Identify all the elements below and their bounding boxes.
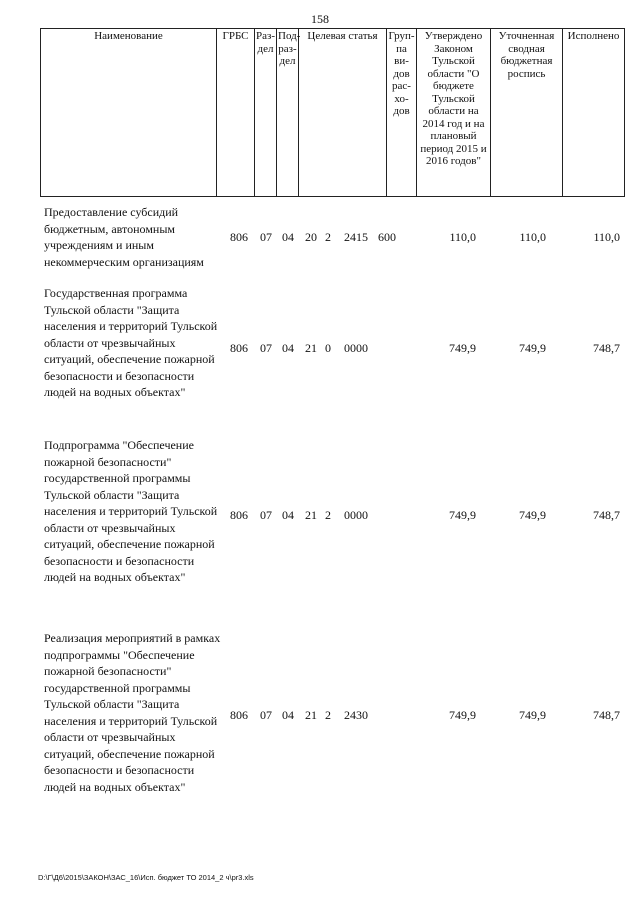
col-header-grbs: ГРБС xyxy=(217,29,255,197)
row-approved: 749,9 xyxy=(449,341,476,355)
row-target-2: 2 xyxy=(325,708,331,722)
col-header-group: Груп-па ви-дов рас-хо-дов xyxy=(387,29,417,197)
row-group: 600 xyxy=(378,230,396,244)
row-target-1: 20 xyxy=(305,230,317,244)
row-target-2: 2 xyxy=(325,230,331,244)
row-target-2: 2 xyxy=(325,508,331,522)
row-target-2: 0 xyxy=(325,341,331,355)
row-approved: 749,9 xyxy=(449,508,476,522)
row-target-3: 0000 xyxy=(344,508,368,522)
row-target-1: 21 xyxy=(305,708,317,722)
row-grbs: 806 xyxy=(230,708,248,722)
row-target-3: 0000 xyxy=(344,341,368,355)
row-podrazdel: 04 xyxy=(282,708,294,722)
col-header-target: Целевая статья xyxy=(299,29,387,197)
col-header-approved: Утверждено Законом Тульской области "О бюджете Тульской области на 2014 год и на плановый период 2015 и 2016 годов" xyxy=(417,29,491,197)
row-refined: 749,9 xyxy=(519,508,546,522)
col-header-refined: Уточненная сводная бюджетная роспись xyxy=(491,29,563,197)
row-target-1: 21 xyxy=(305,341,317,355)
page-number: 158 xyxy=(311,12,329,26)
table-header xyxy=(40,28,625,197)
row-grbs: 806 xyxy=(230,230,248,244)
row-podrazdel: 04 xyxy=(282,508,294,522)
row-name: Подпрограмма "Обеспечение пожарной безопасности" государственной программы Тульской области "Защита населения и территорий Тульской области от чрезвычайных ситуаций, обеспечение пожарной безопасности и безопасности людей на водных объектах" xyxy=(44,438,218,584)
row-name: Реализация мероприятий в рамках подпрограммы "Обеспечение пожарной безопасности" государственной программы Тульской области "Защита населения и территорий Тульской области от чрезвычайных ситуаций, обеспечение пожарной безопасности и безопасности людей на водных объектах" xyxy=(44,631,221,794)
col-header-razdel: Раз-дел xyxy=(255,29,277,197)
row-podrazdel: 04 xyxy=(282,341,294,355)
row-target-3: 2415 xyxy=(344,230,368,244)
row-grbs: 806 xyxy=(230,341,248,355)
row-executed: 748,7 xyxy=(593,341,620,355)
table-row xyxy=(44,285,624,405)
col-header-podrazdel: Под-раз-дел xyxy=(277,29,299,197)
row-razdel: 07 xyxy=(260,230,272,244)
row-executed: 748,7 xyxy=(593,708,620,722)
row-executed: 110,0 xyxy=(593,230,620,244)
row-refined: 110,0 xyxy=(519,230,546,244)
row-approved: 110,0 xyxy=(449,230,476,244)
row-razdel: 07 xyxy=(260,708,272,722)
row-target-3: 2430 xyxy=(344,708,368,722)
col-header-executed: Исполнено xyxy=(563,29,625,197)
row-refined: 749,9 xyxy=(519,341,546,355)
row-approved: 749,9 xyxy=(449,708,476,722)
row-name: Государственная программа Тульской области "Защита населения и территорий Тульской области от чрезвычайных ситуаций, обеспечение пожарной безопасности и безопасности людей на водных объектах" xyxy=(44,286,218,399)
row-target-1: 21 xyxy=(305,508,317,522)
table-row xyxy=(44,204,624,270)
col-header-name: Наименование xyxy=(41,29,217,197)
row-name: Предоставление субсидий бюджетным, автономным учреждениям и иным некоммерческим организациям xyxy=(44,205,204,269)
row-podrazdel: 04 xyxy=(282,230,294,244)
table-row xyxy=(44,630,624,805)
row-grbs: 806 xyxy=(230,508,248,522)
table-row xyxy=(44,437,624,597)
row-razdel: 07 xyxy=(260,508,272,522)
footer-file-path: D:\Г\Д6\2015\ЗАКОН\ЗАС_16\Исп. бюджет ТО 2014_2 ч\pr3.xls xyxy=(38,873,254,882)
row-executed: 748,7 xyxy=(593,508,620,522)
row-refined: 749,9 xyxy=(519,708,546,722)
row-razdel: 07 xyxy=(260,341,272,355)
